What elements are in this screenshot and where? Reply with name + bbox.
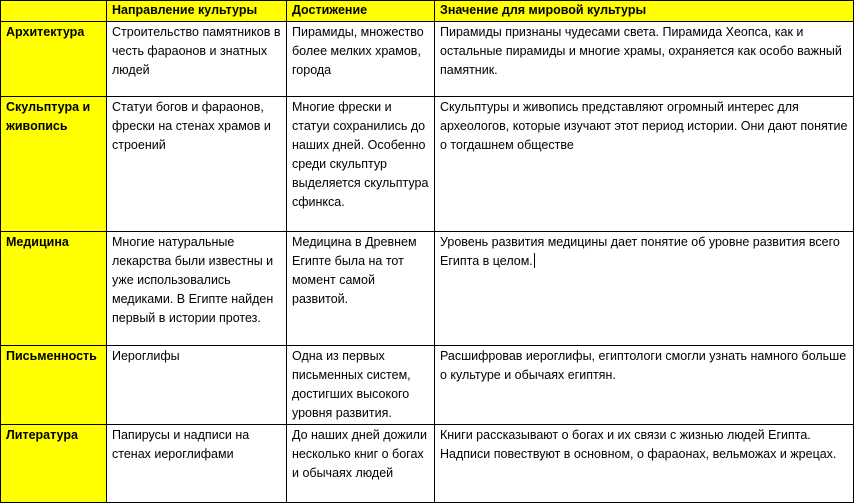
row-label-literature[interactable]: Литература (1, 425, 107, 503)
cell-description[interactable]: Папирусы и надписи на стенах иероглифами (107, 425, 287, 503)
cell-achievement[interactable]: Одна из первых письменных систем, достигших высокого уровня развития. (287, 346, 435, 425)
cell-significance[interactable] (435, 232, 854, 346)
table-row (1, 232, 854, 346)
row-label-medicine[interactable]: Медицина (1, 232, 107, 346)
cell-description[interactable]: Строительство памятников в честь фараонов и знатных людей (107, 22, 287, 97)
text-cursor (534, 253, 535, 268)
header-significance[interactable]: Значение для мировой культуры (435, 1, 854, 22)
cell-significance[interactable]: Расшифровав иероглифы, египтологи смогли узнать намного больше о культуре и обычаях египтян. (435, 346, 854, 425)
header-row (1, 1, 854, 22)
cell-achievement[interactable]: Медицина в Древнем Египте была на тот момент самой развитой. (287, 232, 435, 346)
cell-achievement[interactable]: Многие фрески и статуи сохранились до наших дней. Особенно среди скульптур выделяется скульптура сфинкса. (287, 97, 435, 232)
cell-significance[interactable]: Книги рассказывают о богах и их связи с жизнью людей Египта. Надписи повествуют в основном, о фараонах, вельможах и жрецах. (435, 425, 854, 503)
cell-description[interactable]: Иероглифы (107, 346, 287, 425)
table-row (1, 425, 854, 503)
header-achievement[interactable]: Достижение (287, 1, 435, 22)
header-empty-cell (1, 1, 107, 22)
cell-significance[interactable]: Пирамиды признаны чудесами света. Пирамида Хеопса, как и остальные пирамиды и многие храмы, охраняется как особо важный памятник. (435, 22, 854, 97)
cell-description[interactable]: Многие натуральные лекарства были известны и уже использовались медиками. В Египте найден первый в истории протез. (107, 232, 287, 346)
cell-achievement[interactable]: До наших дней дожили несколько книг о богах и обычаях людей (287, 425, 435, 503)
header-direction[interactable]: Направление культуры (107, 1, 287, 22)
cell-achievement[interactable]: Пирамиды, множество более мелких храмов, города (287, 22, 435, 97)
row-label-sculpture[interactable]: Скульптура и живопись (1, 97, 107, 232)
table-row (1, 97, 854, 232)
table-row (1, 346, 854, 425)
table-row (1, 22, 854, 97)
row-label-architecture[interactable]: Архитектура (1, 22, 107, 97)
row-label-writing[interactable]: Письменность (1, 346, 107, 425)
cell-description[interactable]: Статуи богов и фараонов, фрески на стенах храмов и строений (107, 97, 287, 232)
cell-significance-text: Уровень развития медицины дает понятие об уровне развития всего Египта в целом. (440, 235, 840, 268)
cell-significance[interactable]: Скульптуры и живопись представляют огромный интерес для археологов, которые изучают этот период истории. Они дают понятие о тогдашнем обществе (435, 97, 854, 232)
